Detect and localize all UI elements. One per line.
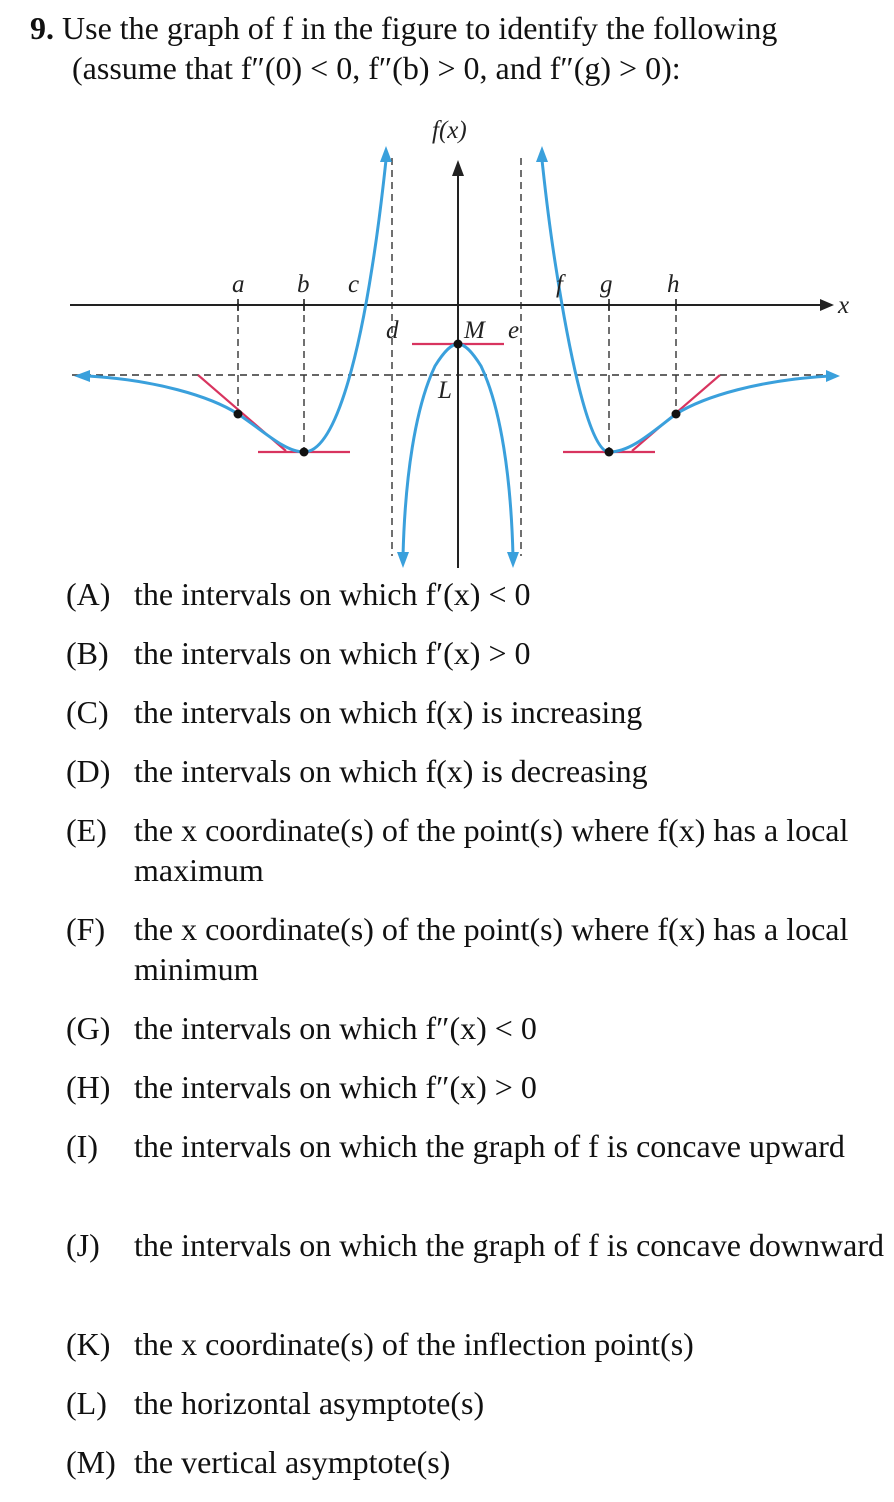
part-label: (E) — [66, 812, 107, 848]
label-L: L — [438, 377, 452, 404]
label-h: h — [667, 271, 680, 298]
x-axis-arrowhead — [820, 299, 834, 311]
part-F — [66, 909, 886, 1008]
problem-number: 9. — [30, 10, 54, 46]
part-text: the intervals on which f′(x) < 0 — [134, 576, 531, 612]
part-text: the intervals on which f″(x) > 0 — [134, 1069, 537, 1105]
part-text: the x coordinate(s) of the point(s) where f(x) has a local maximum — [134, 812, 849, 888]
part-label: (C) — [66, 694, 109, 730]
part-B — [66, 633, 886, 692]
part-K — [66, 1324, 886, 1383]
part-A — [66, 574, 886, 633]
part-label: (J) — [66, 1227, 100, 1263]
part-M — [66, 1442, 886, 1501]
point-h — [672, 410, 681, 419]
part-label: (L) — [66, 1385, 107, 1421]
part-text: the horizontal asymptote(s) — [134, 1385, 485, 1421]
part-E — [66, 810, 886, 909]
part-label: (I) — [66, 1128, 98, 1164]
part-label: (K) — [66, 1326, 111, 1362]
part-text: the intervals on which the graph of f is concave upward — [134, 1128, 845, 1164]
part-label: (F) — [66, 911, 106, 947]
problem-text-line-1: Use the graph of f in the figure to identify the following — [62, 10, 778, 46]
part-label: (B) — [66, 635, 109, 671]
question-parts-list — [66, 574, 886, 1501]
problem-text-line-2: (assume that f″(0) < 0, f″(b) > 0, and f″(g) > 0): — [72, 50, 681, 86]
label-e: e — [508, 317, 520, 344]
part-label: (M) — [66, 1444, 116, 1480]
part-text: the vertical asymptote(s) — [134, 1444, 451, 1480]
part-G — [66, 1008, 886, 1067]
part-D — [66, 751, 886, 810]
label-d: d — [386, 317, 399, 344]
label-c: c — [348, 271, 360, 298]
point-b — [300, 448, 309, 457]
label-g: g — [600, 271, 613, 298]
part-text: the x coordinate(s) of the inflection point(s) — [134, 1326, 694, 1362]
arrow-right-top — [536, 146, 548, 162]
arrow-middle-left-bottom — [397, 552, 409, 568]
point-a — [234, 410, 243, 419]
arrow-left-top — [380, 146, 392, 162]
part-label: (A) — [66, 576, 111, 612]
part-J — [66, 1225, 886, 1324]
part-text: the intervals on which f″(x) < 0 — [134, 1010, 537, 1046]
label-a: a — [232, 271, 245, 298]
x-axis-label: x — [838, 292, 850, 319]
label-M: M — [464, 317, 485, 344]
part-label: (H) — [66, 1069, 111, 1105]
arrow-left-end — [74, 370, 90, 382]
part-L — [66, 1383, 886, 1442]
label-b: b — [297, 271, 310, 298]
problem-statement — [30, 8, 880, 88]
part-text: the intervals on which f(x) is increasing — [134, 694, 643, 730]
part-text: the intervals on which f(x) is decreasing — [134, 753, 648, 789]
function-graph-figure — [60, 118, 850, 570]
part-H — [66, 1067, 886, 1126]
arrow-right-end — [826, 370, 840, 382]
part-I — [66, 1126, 886, 1225]
arrow-middle-right-bottom — [507, 552, 519, 568]
part-text: the x coordinate(s) of the point(s) where f(x) has a local minimum — [134, 911, 849, 987]
part-label: (G) — [66, 1010, 111, 1046]
label-f: f — [556, 271, 563, 298]
part-C — [66, 692, 886, 751]
part-text: the intervals on which the graph of f is concave downward — [134, 1227, 884, 1263]
point-g — [605, 448, 614, 457]
point-M — [454, 340, 463, 349]
problem-line-1 — [30, 8, 880, 48]
part-text: the intervals on which f′(x) > 0 — [134, 635, 531, 671]
y-axis-label: f(x) — [432, 118, 467, 144]
y-axis-arrowhead — [452, 160, 464, 176]
part-label: (D) — [66, 753, 111, 789]
